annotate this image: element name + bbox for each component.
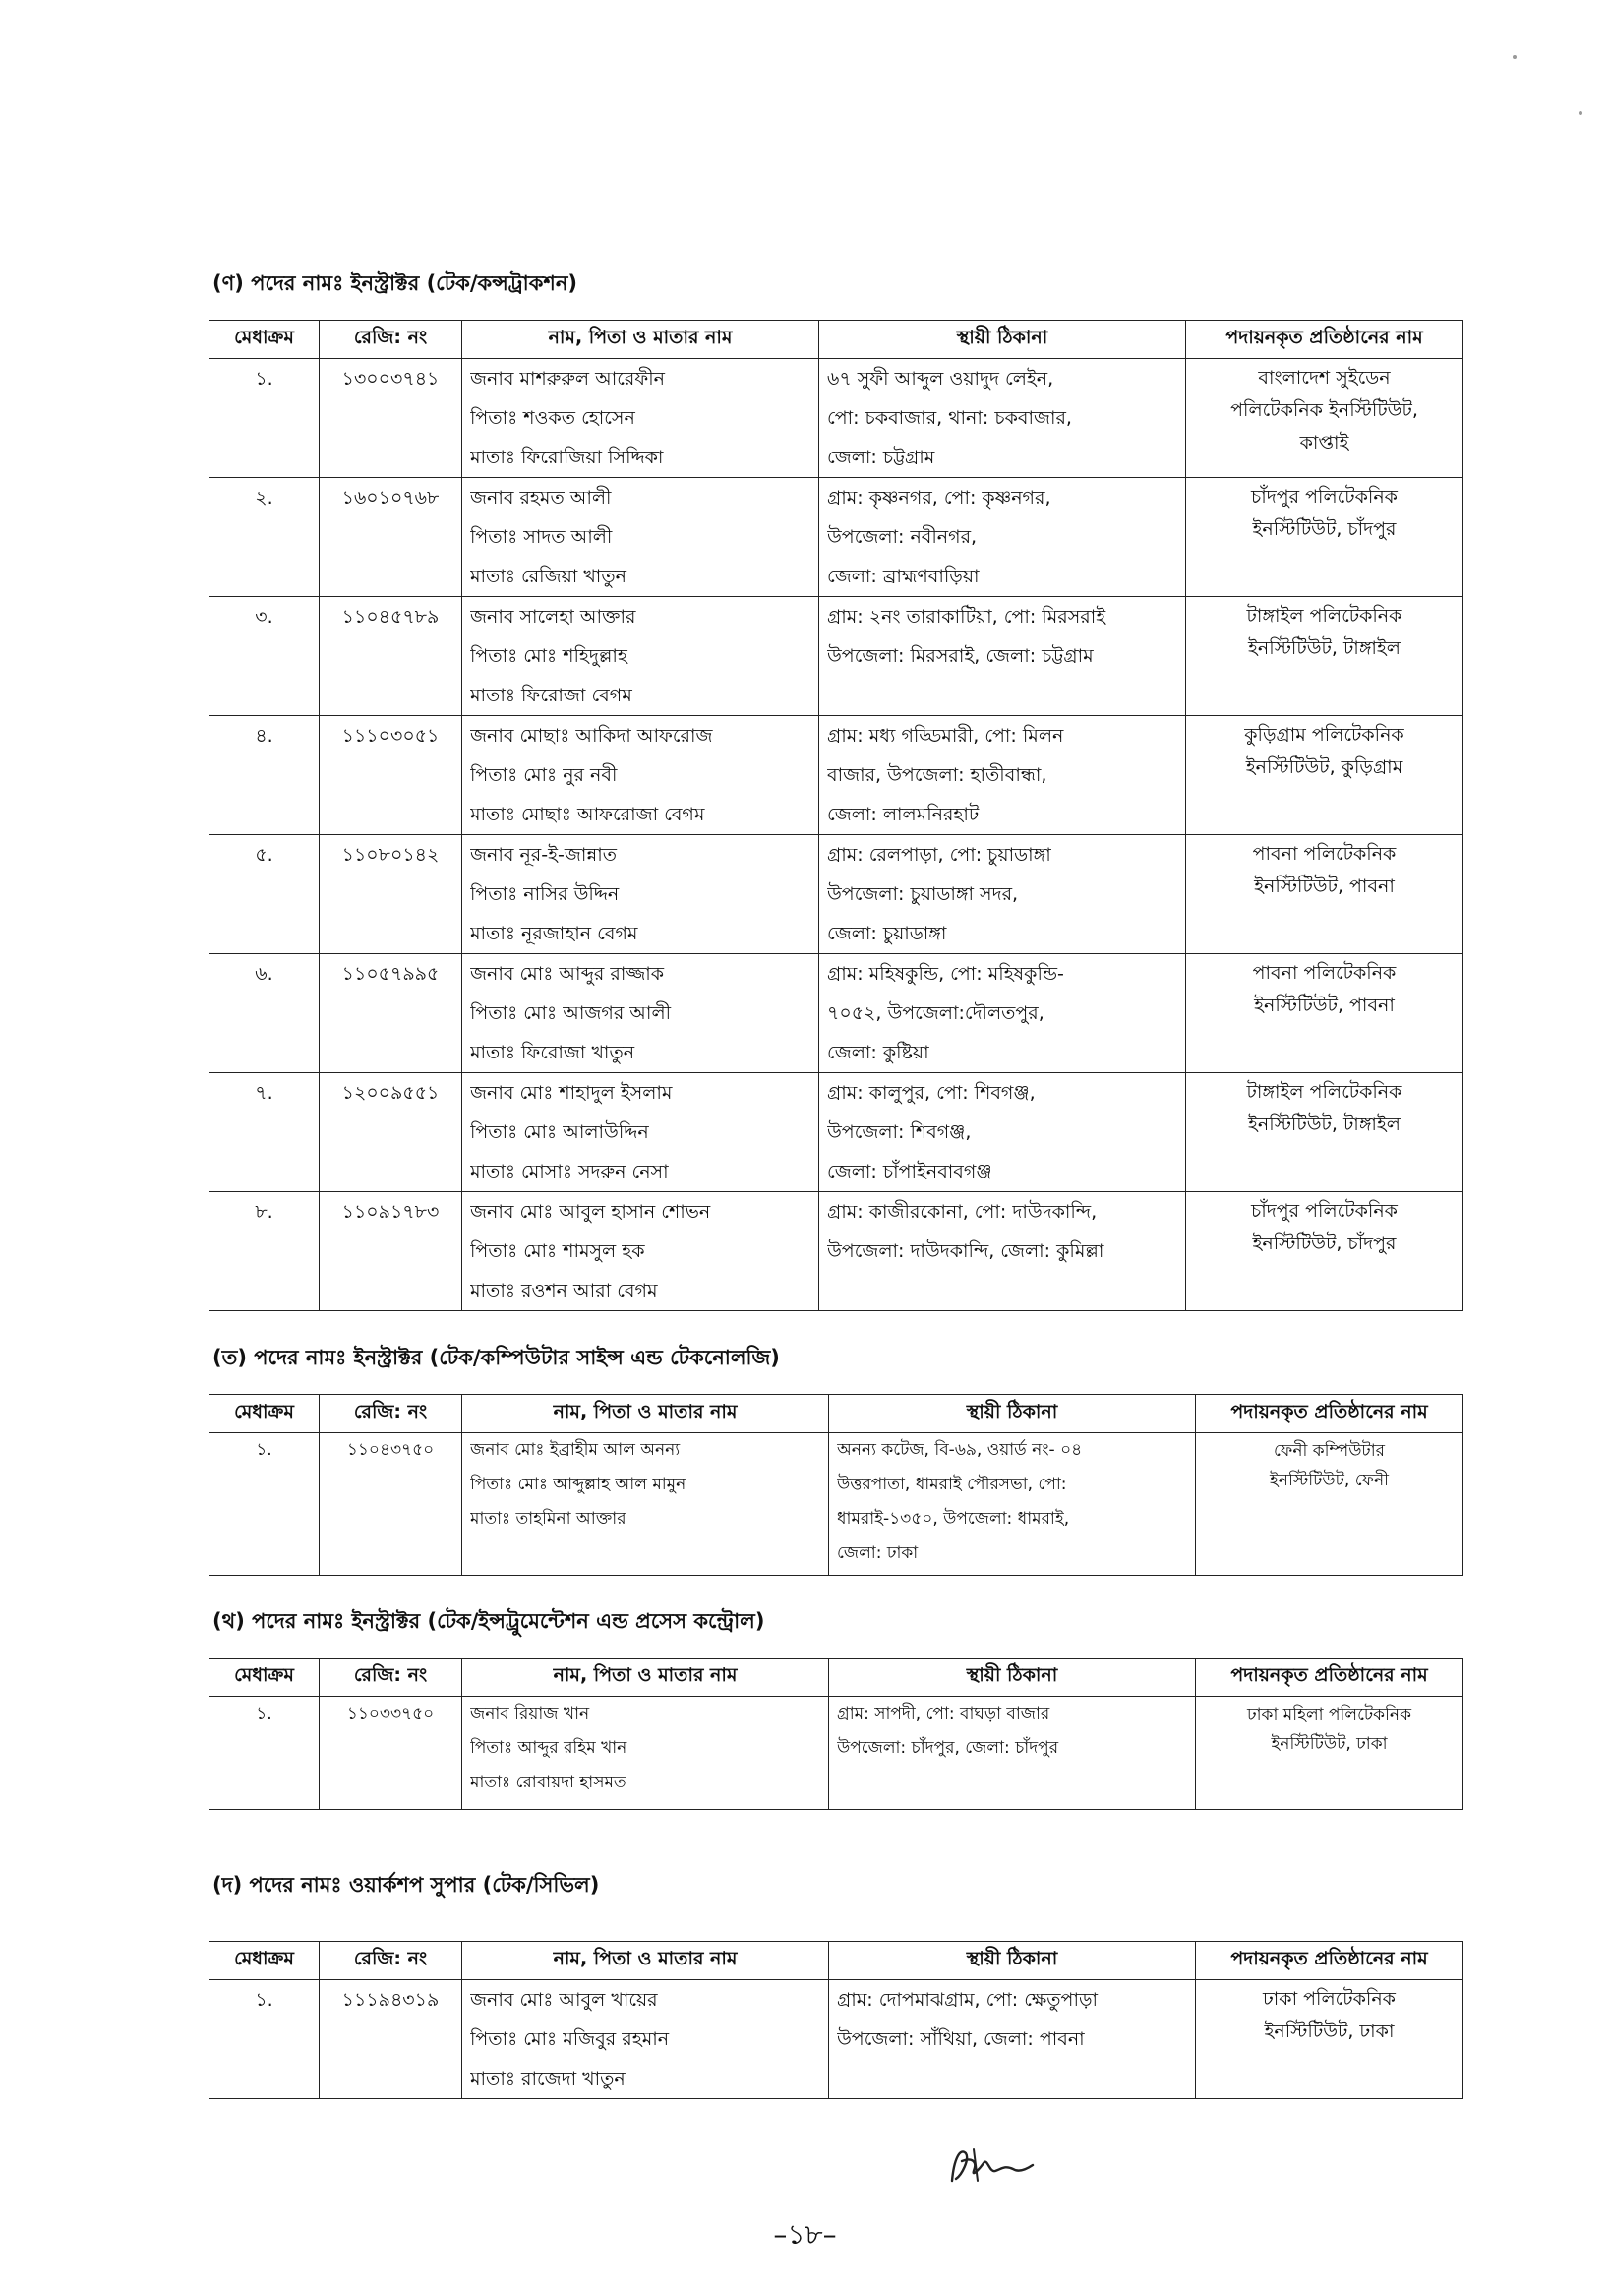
address-line: উত্তরপাতা, ধামরাই পৌরসভা, পো: <box>837 1475 1067 1494</box>
institute-cell <box>1186 1192 1463 1311</box>
table-row <box>209 835 1463 954</box>
address-line: জেলা: চুয়াডাঙ্গা <box>827 923 947 944</box>
table-row <box>209 954 1463 1073</box>
serial-cell: ৫. <box>209 835 320 954</box>
institute-cell <box>1196 1433 1463 1576</box>
table-body <box>209 1433 1463 1576</box>
serial-cell: ৬. <box>209 954 320 1073</box>
address-header: স্থায়ী ঠিকানা <box>819 321 1186 359</box>
section-instructor-instrumentation <box>209 1605 1462 1810</box>
address-cell <box>819 954 1186 1073</box>
name-line: জনাব মাশরুরুল আরেফীন <box>470 368 666 390</box>
serial-cell: ২. <box>209 478 320 597</box>
address-cell <box>819 835 1186 954</box>
signature-mark <box>944 2140 1038 2199</box>
name-line: পিতাঃ আব্দুর রহিম খান <box>470 1738 627 1758</box>
institute-line: ইনস্টিটিউট, টাঙ্গাইল <box>1248 637 1401 659</box>
address-line: উপজেলা: চাঁদপুর, জেলা: চাঁদপুর <box>837 1738 1059 1758</box>
serial-cell: ৩. <box>209 597 320 716</box>
serial-header: মেধাক্রম <box>209 321 320 359</box>
section-instructor-construction <box>209 268 1462 1311</box>
name-line: মাতাঃ ফিরোজা বেগম <box>470 685 632 706</box>
name-line: জনাব নূর-ই-জান্নাত <box>470 844 617 866</box>
name-line: পিতাঃ মোঃ নুর নবী <box>470 764 618 786</box>
institute-line: ইনস্টিটিউট, পাবনা <box>1254 876 1395 897</box>
name-cell <box>462 359 819 478</box>
name-cell <box>462 1433 829 1576</box>
table-row <box>209 716 1463 835</box>
name-line: পিতাঃ মোঃ শহিদুল্লাহ <box>470 645 627 667</box>
name-line: পিতাঃ মোঃ শামসুল হক <box>470 1240 645 1262</box>
name-line: জনাব মোঃ আবুল খায়ের <box>470 1989 658 2011</box>
reg-no-cell: ১১০৮০১৪২ <box>320 835 462 954</box>
address-header: স্থায়ী ঠিকানা <box>829 1659 1196 1697</box>
name-line: মাতাঃ রেজিয়া খাতুন <box>470 566 626 587</box>
name-cell <box>462 954 819 1073</box>
institute-line: ইনস্টিটিউট, পাবনা <box>1254 995 1395 1016</box>
address-line: জেলা: চাঁপাইনবাবগঞ্জ <box>827 1161 992 1182</box>
address-line: উপজেলা: সাঁথিয়া, জেলা: পাবনা <box>837 2028 1085 2050</box>
table-row <box>209 1980 1463 2099</box>
institute-cell <box>1186 1073 1463 1192</box>
institute-line: ফেনী কম্পিউটার <box>1274 1441 1385 1461</box>
address-cell <box>829 1980 1196 2099</box>
address-line: জেলা: লালমনিরহাট <box>827 804 980 825</box>
institute-line: টাঙ্গাইল পলিটেকনিক <box>1246 1081 1402 1103</box>
serial-header: মেধাক্রম <box>209 1942 320 1980</box>
name-line: মাতাঃ ফিরোজা খাতুন <box>470 1042 635 1063</box>
table-row <box>209 597 1463 716</box>
reg-no-cell: ১১১০৩০৫১ <box>320 716 462 835</box>
address-line: উপজেলা: চুয়াডাঙ্গা সদর, <box>827 883 1019 905</box>
name-line: মাতাঃ ফিরোজিয়া সিদ্দিকা <box>470 447 664 468</box>
institute-line: ইনস্টিটিউট, চাঁদপুর <box>1252 518 1397 540</box>
name-line: জনাব মোঃ আব্দুর রাজ্জাক <box>470 963 665 985</box>
name-line: জনাব মোঃ শাহাদুল ইসলাম <box>470 1082 673 1104</box>
institute-line: ঢাকা মহিলা পলিটেকনিক <box>1247 1705 1411 1724</box>
appointment-table <box>209 1941 1463 2099</box>
institute-line: ইনস্টিটিউট, টাঙ্গাইল <box>1248 1114 1401 1135</box>
serial-cell: ১. <box>209 1433 320 1576</box>
address-line: ৭০৫২, উপজেলা:দৌলতপুর, <box>827 1002 1044 1024</box>
address-line: ৬৭ সুফী আব্দুল ওয়াদুদ লেইন, <box>827 368 1054 390</box>
institute-line: ঢাকা পলিটেকনিক <box>1263 1988 1396 2010</box>
institute-line: পাবনা পলিটেকনিক <box>1252 843 1397 865</box>
address-cell <box>819 597 1186 716</box>
name-line: জনাব রিয়াজ খান <box>470 1704 590 1723</box>
address-line: জেলা: ব্রাহ্মণবাড়িয়া <box>827 566 980 587</box>
serial-cell: ১. <box>209 1980 320 2099</box>
name-header: নাম, পিতা ও মাতার নাম <box>462 321 819 359</box>
name-line: জনাব মোছাঃ আকিদা আফরোজ <box>470 725 713 747</box>
reg-no-cell: ১১১৯৪৩১৯ <box>320 1980 462 2099</box>
name-line: জনাব মোঃ ইব্রাহীম আল অনন্য <box>470 1440 681 1460</box>
name-cell <box>462 1980 829 2099</box>
reg-no-cell: ১১০৪৩৭৫০ <box>320 1433 462 1576</box>
address-line: উপজেলা: দাউদকান্দি, জেলা: কুমিল্লা <box>827 1240 1104 1262</box>
institute-line: ইনস্টিটিউট, ঢাকা <box>1271 1734 1388 1754</box>
address-line: গ্রাম: সাপদী, পো: বাঘড়া বাজার <box>837 1704 1050 1723</box>
address-header: স্থায়ী ঠিকানা <box>829 1395 1196 1433</box>
address-cell <box>819 1073 1186 1192</box>
name-line: পিতাঃ নাসির উদ্দিন <box>470 883 620 905</box>
reg-no-cell: ১২০০৯৫৫১ <box>320 1073 462 1192</box>
appointment-table <box>209 1394 1463 1576</box>
address-line: গ্রাম: কৃষ্ণনগর, পো: কৃষ্ণনগর, <box>827 487 1051 509</box>
institute-header: পদায়নকৃত প্রতিষ্ঠানের নাম <box>1196 1395 1463 1433</box>
institute-cell <box>1186 359 1463 478</box>
reg-no-cell: ১৬০১০৭৬৮ <box>320 478 462 597</box>
institute-line: ইনস্টিটিউট, কুড়িগ্রাম <box>1245 756 1403 778</box>
institute-line: টাঙ্গাইল পলিটেকনিক <box>1246 605 1402 627</box>
table-row <box>209 1073 1463 1192</box>
scan-speck <box>1579 111 1582 115</box>
section-title: (দ) পদের নামঃ ওয়ার্কশপ সুপার (টেক/সিভিল) <box>212 1873 600 1897</box>
institute-cell <box>1196 1980 1463 2099</box>
name-line: পিতাঃ মোঃ আলাউদ্দিন <box>470 1121 649 1143</box>
name-line: পিতাঃ মোঃ মজিবুর রহমান <box>470 2028 670 2050</box>
institute-cell <box>1186 954 1463 1073</box>
section-title: (ণ) পদের নামঃ ইনস্ট্রাক্টর (টেক/কন্সট্রাকশন) <box>212 272 577 295</box>
address-line: জেলা: চট্টগ্রাম <box>827 447 935 468</box>
table-row <box>209 1433 1463 1576</box>
name-line: পিতাঃ সাদত আলী <box>470 526 613 548</box>
institute-cell <box>1186 478 1463 597</box>
name-line: জনাব মোঃ আবুল হাসান শোভন <box>470 1201 711 1223</box>
institute-line: ইনস্টিটিউট, ফেনী <box>1269 1471 1390 1490</box>
institute-line: ইনস্টিটিউট, ঢাকা <box>1264 2021 1395 2042</box>
name-line: মাতাঃ রওশন আরা বেগম <box>470 1280 658 1301</box>
address-line: জেলা: কুষ্টিয়া <box>827 1042 929 1063</box>
address-line: গ্রাম: মধ্য গড্ডিমারী, পো: মিলন <box>827 725 1064 747</box>
address-line: গ্রাম: রেলপাড়া, পো: চুয়াডাঙ্গা <box>827 844 1051 866</box>
section-workshop-super-civil <box>209 1869 1462 2099</box>
institute-header: পদায়নকৃত প্রতিষ্ঠানের নাম <box>1196 1659 1463 1697</box>
address-line: ধামরাই-১৩৫০, উপজেলা: ধামরাই, <box>837 1509 1070 1529</box>
table-header <box>209 1942 1463 1980</box>
name-cell <box>462 597 819 716</box>
name-cell <box>462 478 819 597</box>
name-cell <box>462 716 819 835</box>
name-header: নাম, পিতা ও মাতার নাম <box>462 1659 829 1697</box>
section-instructor-computer <box>209 1342 1462 1576</box>
institute-line: পাবনা পলিটেকনিক <box>1252 962 1397 984</box>
section-title: (থ) পদের নামঃ ইনস্ট্রাক্টর (টেক/ইন্সট্রুমেন্টেশন এন্ড প্রসেস কন্ট্রোল) <box>212 1609 765 1633</box>
reg-no-cell: ১১০৩৩৭৫০ <box>320 1697 462 1810</box>
table-row <box>209 1697 1463 1810</box>
address-line: গ্রাম: কাজীরকোনা, পো: দাউদকান্দি, <box>827 1201 1098 1223</box>
serial-cell: ১. <box>209 1697 320 1810</box>
table-row <box>209 478 1463 597</box>
institute-line: কাপ্তাই <box>1299 432 1349 453</box>
table-header <box>209 1659 1463 1697</box>
table-row <box>209 1192 1463 1311</box>
name-line: মাতাঃ নূরজাহান বেগম <box>470 923 638 944</box>
address-line: পো: চকবাজার, থানা: চকবাজার, <box>827 407 1072 429</box>
institute-line: ইনস্টিটিউট, চাঁদপুর <box>1252 1233 1397 1254</box>
scan-speck <box>1513 55 1517 59</box>
institute-cell <box>1196 1697 1463 1810</box>
institute-line: চাঁদপুর পলিটেকনিক <box>1251 486 1398 508</box>
institute-header: পদায়নকৃত প্রতিষ্ঠানের নাম <box>1186 321 1463 359</box>
institute-cell <box>1186 597 1463 716</box>
serial-cell: ৭. <box>209 1073 320 1192</box>
page-number: –১৮– <box>773 2218 837 2251</box>
address-line: উপজেলা: নবীনগর, <box>827 526 978 548</box>
table-header <box>209 1395 1463 1433</box>
name-line: পিতাঃ মোঃ আজগর আলী <box>470 1002 672 1024</box>
table-body <box>209 359 1463 1311</box>
institute-line: চাঁদপুর পলিটেকনিক <box>1251 1200 1398 1222</box>
reg-no-cell: ১১০৪৫৭৮৯ <box>320 597 462 716</box>
address-cell <box>819 716 1186 835</box>
address-line: উপজেলা: মিরসরাই, জেলা: চট্টগ্রাম <box>827 645 1094 667</box>
address-line: গ্রাম: মহিষকুন্ডি, পো: মহিষকুন্ডি- <box>827 963 1064 985</box>
address-line: গ্রাম: ২নং তারাকাটিয়া, পো: মিরসরাই <box>827 606 1106 628</box>
name-line: মাতাঃ তাহমিনা আক্তার <box>470 1509 626 1529</box>
serial-header: মেধাক্রম <box>209 1395 320 1433</box>
serial-cell: ৮. <box>209 1192 320 1311</box>
name-line: পিতাঃ শওকত হোসেন <box>470 407 635 429</box>
address-cell <box>829 1433 1196 1576</box>
institute-header: পদায়নকৃত প্রতিষ্ঠানের নাম <box>1196 1942 1463 1980</box>
institute-line: কুড়িগ্রাম পলিটেকনিক <box>1244 724 1404 746</box>
reg-no-header: রেজি: নং <box>320 321 462 359</box>
name-line: পিতাঃ মোঃ আব্দুল্লাহ আল মামুন <box>470 1475 686 1494</box>
name-line: মাতাঃ মোসাঃ সদরুন নেসা <box>470 1161 669 1182</box>
name-cell <box>462 1073 819 1192</box>
table-row <box>209 359 1463 478</box>
address-line: জেলা: ঢাকা <box>837 1543 919 1563</box>
address-cell <box>819 478 1186 597</box>
name-line: মাতাঃ রাজেদা খাতুন <box>470 2068 626 2089</box>
institute-line: পলিটেকনিক ইনস্টিটিউট, <box>1230 399 1418 421</box>
name-cell <box>462 1192 819 1311</box>
serial-header: মেধাক্রম <box>209 1659 320 1697</box>
name-cell <box>462 1697 829 1810</box>
appointment-table <box>209 320 1463 1311</box>
name-header: নাম, পিতা ও মাতার নাম <box>462 1395 829 1433</box>
table-body <box>209 1980 1463 2099</box>
name-line: মাতাঃ রোবায়দা হাসমত <box>470 1773 626 1792</box>
address-line: অনন্য কটেজ, বি-৬৯, ওয়ার্ড নং- ০৪ <box>837 1440 1083 1460</box>
reg-no-header: রেজি: নং <box>320 1395 462 1433</box>
address-header: স্থায়ী ঠিকানা <box>829 1942 1196 1980</box>
reg-no-cell: ১১০৯১৭৮৩ <box>320 1192 462 1311</box>
address-line: উপজেলা: শিবগঞ্জ, <box>827 1121 972 1143</box>
address-cell <box>819 359 1186 478</box>
table-body <box>209 1697 1463 1810</box>
name-line: জনাব রহমত আলী <box>470 487 612 509</box>
name-line: মাতাঃ মোছাঃ আফরোজা বেগম <box>470 804 705 825</box>
institute-line: বাংলাদেশ সুইডেন <box>1258 367 1391 389</box>
name-line: জনাব সালেহা আক্তার <box>470 606 636 628</box>
institute-cell <box>1186 835 1463 954</box>
reg-no-cell: ১১০৫৭৯৯৫ <box>320 954 462 1073</box>
table-header <box>209 321 1463 359</box>
reg-no-header: রেজি: নং <box>320 1942 462 1980</box>
address-line: বাজার, উপজেলা: হাতীবান্ধা, <box>827 764 1047 786</box>
section-title: (ত) পদের নামঃ ইনস্ট্রাক্টর (টেক/কম্পিউটার সাইন্স এন্ড টেকনোলজি) <box>212 1346 780 1369</box>
name-cell <box>462 835 819 954</box>
serial-cell: ১. <box>209 359 320 478</box>
serial-cell: ৪. <box>209 716 320 835</box>
appointment-table <box>209 1658 1463 1810</box>
address-line: গ্রাম: কালুপুর, পো: শিবগঞ্জ, <box>827 1082 1036 1104</box>
name-header: নাম, পিতা ও মাতার নাম <box>462 1942 829 1980</box>
address-line: গ্রাম: দোপমাঝগ্রাম, পো: ক্ষেতুপাড়া <box>837 1989 1099 2011</box>
address-cell <box>819 1192 1186 1311</box>
reg-no-cell: ১৩০০৩৭৪১ <box>320 359 462 478</box>
reg-no-header: রেজি: নং <box>320 1659 462 1697</box>
institute-cell <box>1186 716 1463 835</box>
address-cell <box>829 1697 1196 1810</box>
